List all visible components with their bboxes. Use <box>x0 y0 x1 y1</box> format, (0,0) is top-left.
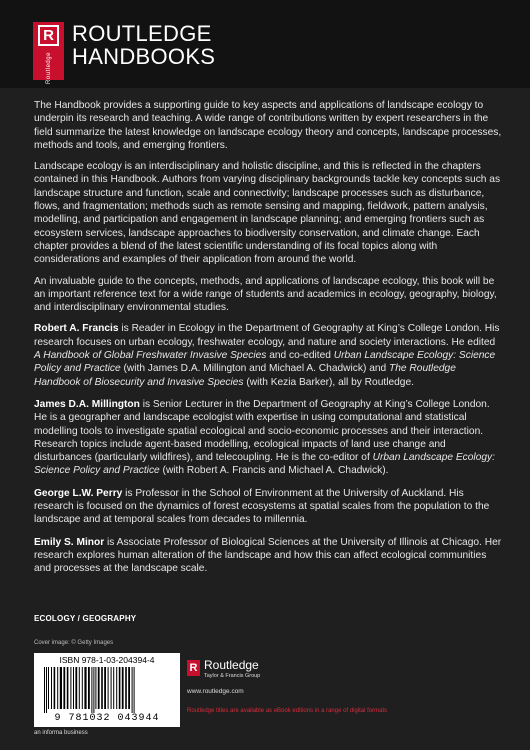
blurb-paragraph-1: The Handbook provides a supporting guide to key aspects and applications of landscape ecology to underpin its research and teaching. A wide range of contributions written by expert researchers in the field summarize the latest knowledge on landscape ecology theory and concepts, landscape processes, methods and tools, and emerging frontiers. <box>34 100 502 151</box>
subject-category: ECOLOGY / GEOGRAPHY <box>34 614 137 623</box>
barcode-digits: 9 781032 043944 <box>54 713 160 724</box>
ebook-note: Routledge titles are available as eBook editions in a range of digital formats <box>187 708 388 714</box>
bio-text: and co-edited <box>266 350 334 362</box>
blurb-paragraph-2: Landscape ecology is an interdisciplinary and holistic discipline, and this is reflected in the chapters contained in this Handbook. Authors from varying disciplinary backgrounds tackle key concepts such as landscape structure and function, scale and connectivity; landscape processes such as disturbance, flows, and fragmentation; methods such as remote sensing and mapping, fieldwork, pattern analysis, modelling, and participation and engagement in landscape planning; and emerging frontiers such as ecosystem services, landscape approaches to biodiversity conservation, and climate change. Each chapter provides a blend of the latest scientific understanding of its focal topics along with considerations and examples of their application from around the world. <box>34 161 501 266</box>
series-title <box>72 22 215 68</box>
publisher-group: Taylor & Francis Group <box>204 673 261 679</box>
isbn-barcode <box>34 653 180 727</box>
blurb-paragraph-3: An invaluable guide to the concepts, methods, and applications of landscape ecology, this book will be an important reference text for a wide range of students and academics in ecology, geography, biology, and interdisciplinary environmental studies. <box>34 275 497 314</box>
book-title: The Routledge Handbook of Biosecurity and Invasive Species <box>34 363 456 388</box>
bio-francis <box>34 322 502 388</box>
publisher-name: Routledge <box>204 658 259 672</box>
bio-perry <box>34 487 502 527</box>
routledge-logo <box>33 22 64 84</box>
bio-text: is Associate Professor of Biological Sciences at the University of Illinois at Chicago. Her research explores human alteration of the landscape and how this can affect ecological communities and processes at the landscape scale. <box>34 536 502 575</box>
bio-minor <box>34 536 502 576</box>
isbn-label: ISBN 978-1-03-204394-4 <box>59 655 155 665</box>
series-title-line2: HANDBOOKS <box>72 44 216 69</box>
bio-millington <box>34 398 502 478</box>
author-name: Robert A. Francis <box>34 323 119 335</box>
logo-vertical-text: Routledge <box>46 52 52 84</box>
barcode-bars <box>42 667 176 713</box>
book-title: Urban Landscape Ecology: Science Policy and Practice <box>34 452 495 477</box>
logo-letter: R <box>38 25 59 46</box>
author-name: George L.W. Perry <box>34 487 123 499</box>
author-name: James D.A. Millington <box>34 398 140 410</box>
bio-text: (with Robert A. Francis and Michael A. Chadwick). <box>159 465 389 477</box>
informa-tagline: an informa business <box>34 730 88 736</box>
bio-text: is Professor in the School of Environment at the University of Auckland. His research is focused on the dynamics of forest ecosystems at spatial scales from the population to the landscape and at temporal scales from decades to millennia. <box>34 487 490 526</box>
back-cover-text <box>34 99 502 585</box>
publisher-logo-icon: R <box>187 660 200 676</box>
cover-credit: Cover image: © Getty Images <box>34 640 114 646</box>
publisher-url: www.routledge.com <box>187 688 244 695</box>
series-title-line1: ROUTLEDGE <box>72 21 212 46</box>
cover-header <box>0 0 530 88</box>
author-name: Emily S. Minor <box>34 536 105 548</box>
bio-text: (with Kezia Barker), all by Routledge. <box>243 376 414 388</box>
bio-text: is Senior Lecturer in the Department of Geography at King’s College London. He is a geographer and landscape ecologist with expertise in using computational and statistical modelling tools to investigate spatial ecological and socio-economic processes and their interaction. Research topics include agent-based modelling, ecological impacts of land use change and disturbances (particularly wildfires), and telecoupling. He is the co-editor of <box>34 398 490 464</box>
book-title: Urban Landscape Ecology: Science Policy and Practice <box>34 350 496 375</box>
book-title: A Handbook of Global Freshwater Invasive Species <box>34 350 267 362</box>
bio-text: is Reader in Ecology in the Department of Geography at King’s College London. His research focuses on urban ecology, freshwater ecology, and nature and society interactions. He edited <box>34 323 500 348</box>
bio-text: (with James D.A. Millington and Michael A. Chadwick) and <box>120 363 390 375</box>
